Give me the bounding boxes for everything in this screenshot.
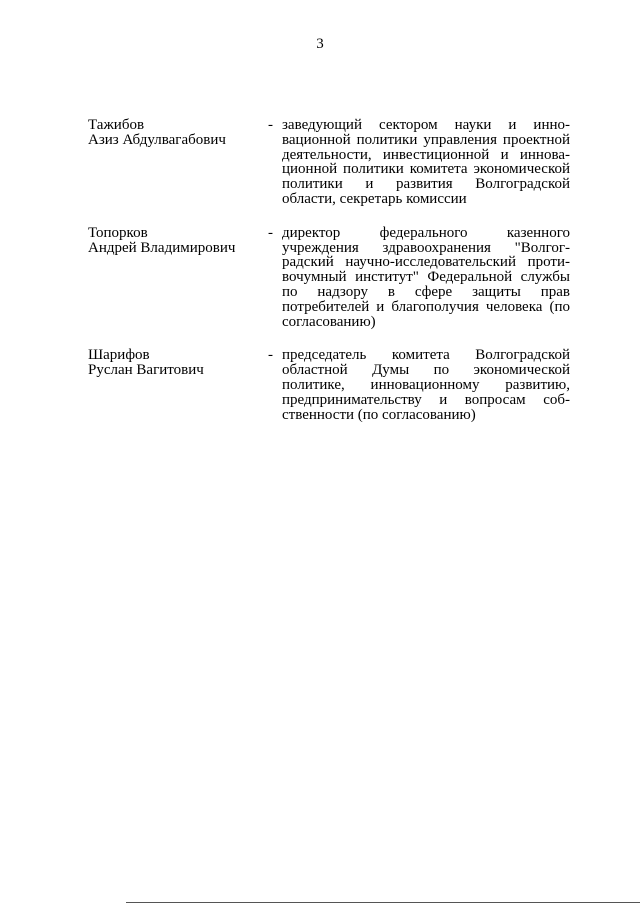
position-line: деятельности, инвестиционной и иннова- xyxy=(282,146,570,163)
member-position xyxy=(282,226,570,330)
position-line: вационной политики управления проектной xyxy=(282,131,570,148)
position-line: области, секретарь комиссии xyxy=(282,190,467,207)
position-line: ственности (по согласованию) xyxy=(282,406,476,423)
member-name xyxy=(88,118,268,148)
member-surname: Шарифов xyxy=(88,347,150,364)
position-line: политики и развития Волгоградской xyxy=(282,176,570,193)
member-entry xyxy=(88,118,570,207)
member-surname: Тажибов xyxy=(88,117,145,133)
position-line: учреждения здравоохранения "Волгог- xyxy=(282,239,570,256)
position-line: радский научно-исследовательский проти- xyxy=(282,254,570,271)
bottom-scan-edge xyxy=(126,902,640,903)
page-number: 3 xyxy=(316,36,324,52)
dash-separator: - xyxy=(268,347,273,364)
position-line: председатель комитета Волгоградской xyxy=(282,347,570,364)
position-line: по надзору в сфере защиты прав xyxy=(282,283,570,300)
member-name xyxy=(88,226,268,256)
member-given-name: Андрей Владимирович xyxy=(88,239,236,256)
position-line: предпринимательству и вопросам соб- xyxy=(282,391,570,408)
member-entry xyxy=(88,226,570,330)
dash-separator: - xyxy=(268,224,273,241)
member-position xyxy=(282,118,570,207)
commission-member-list xyxy=(88,118,570,441)
position-line: областной Думы по экономической xyxy=(282,362,570,379)
member-entry xyxy=(88,348,570,422)
position-line: потребителей и благополучия человека (по xyxy=(282,298,570,315)
dash-separator: - xyxy=(268,117,273,133)
member-surname: Топорков xyxy=(88,224,148,241)
member-name xyxy=(88,348,268,378)
position-line: заведующий сектором науки и инно- xyxy=(282,117,570,133)
position-line: директор федерального казенного xyxy=(282,224,570,241)
member-position xyxy=(282,348,570,422)
position-line: ционной политики комитета экономической xyxy=(282,161,570,178)
position-line: вочумный институт" Федеральной службы xyxy=(282,269,570,286)
member-given-name: Руслан Вагитович xyxy=(88,362,204,379)
member-given-name: Азиз Абдулвагабович xyxy=(88,131,226,148)
position-line: политике, инновационному развитию, xyxy=(282,376,570,393)
position-line: согласованию) xyxy=(282,313,376,330)
